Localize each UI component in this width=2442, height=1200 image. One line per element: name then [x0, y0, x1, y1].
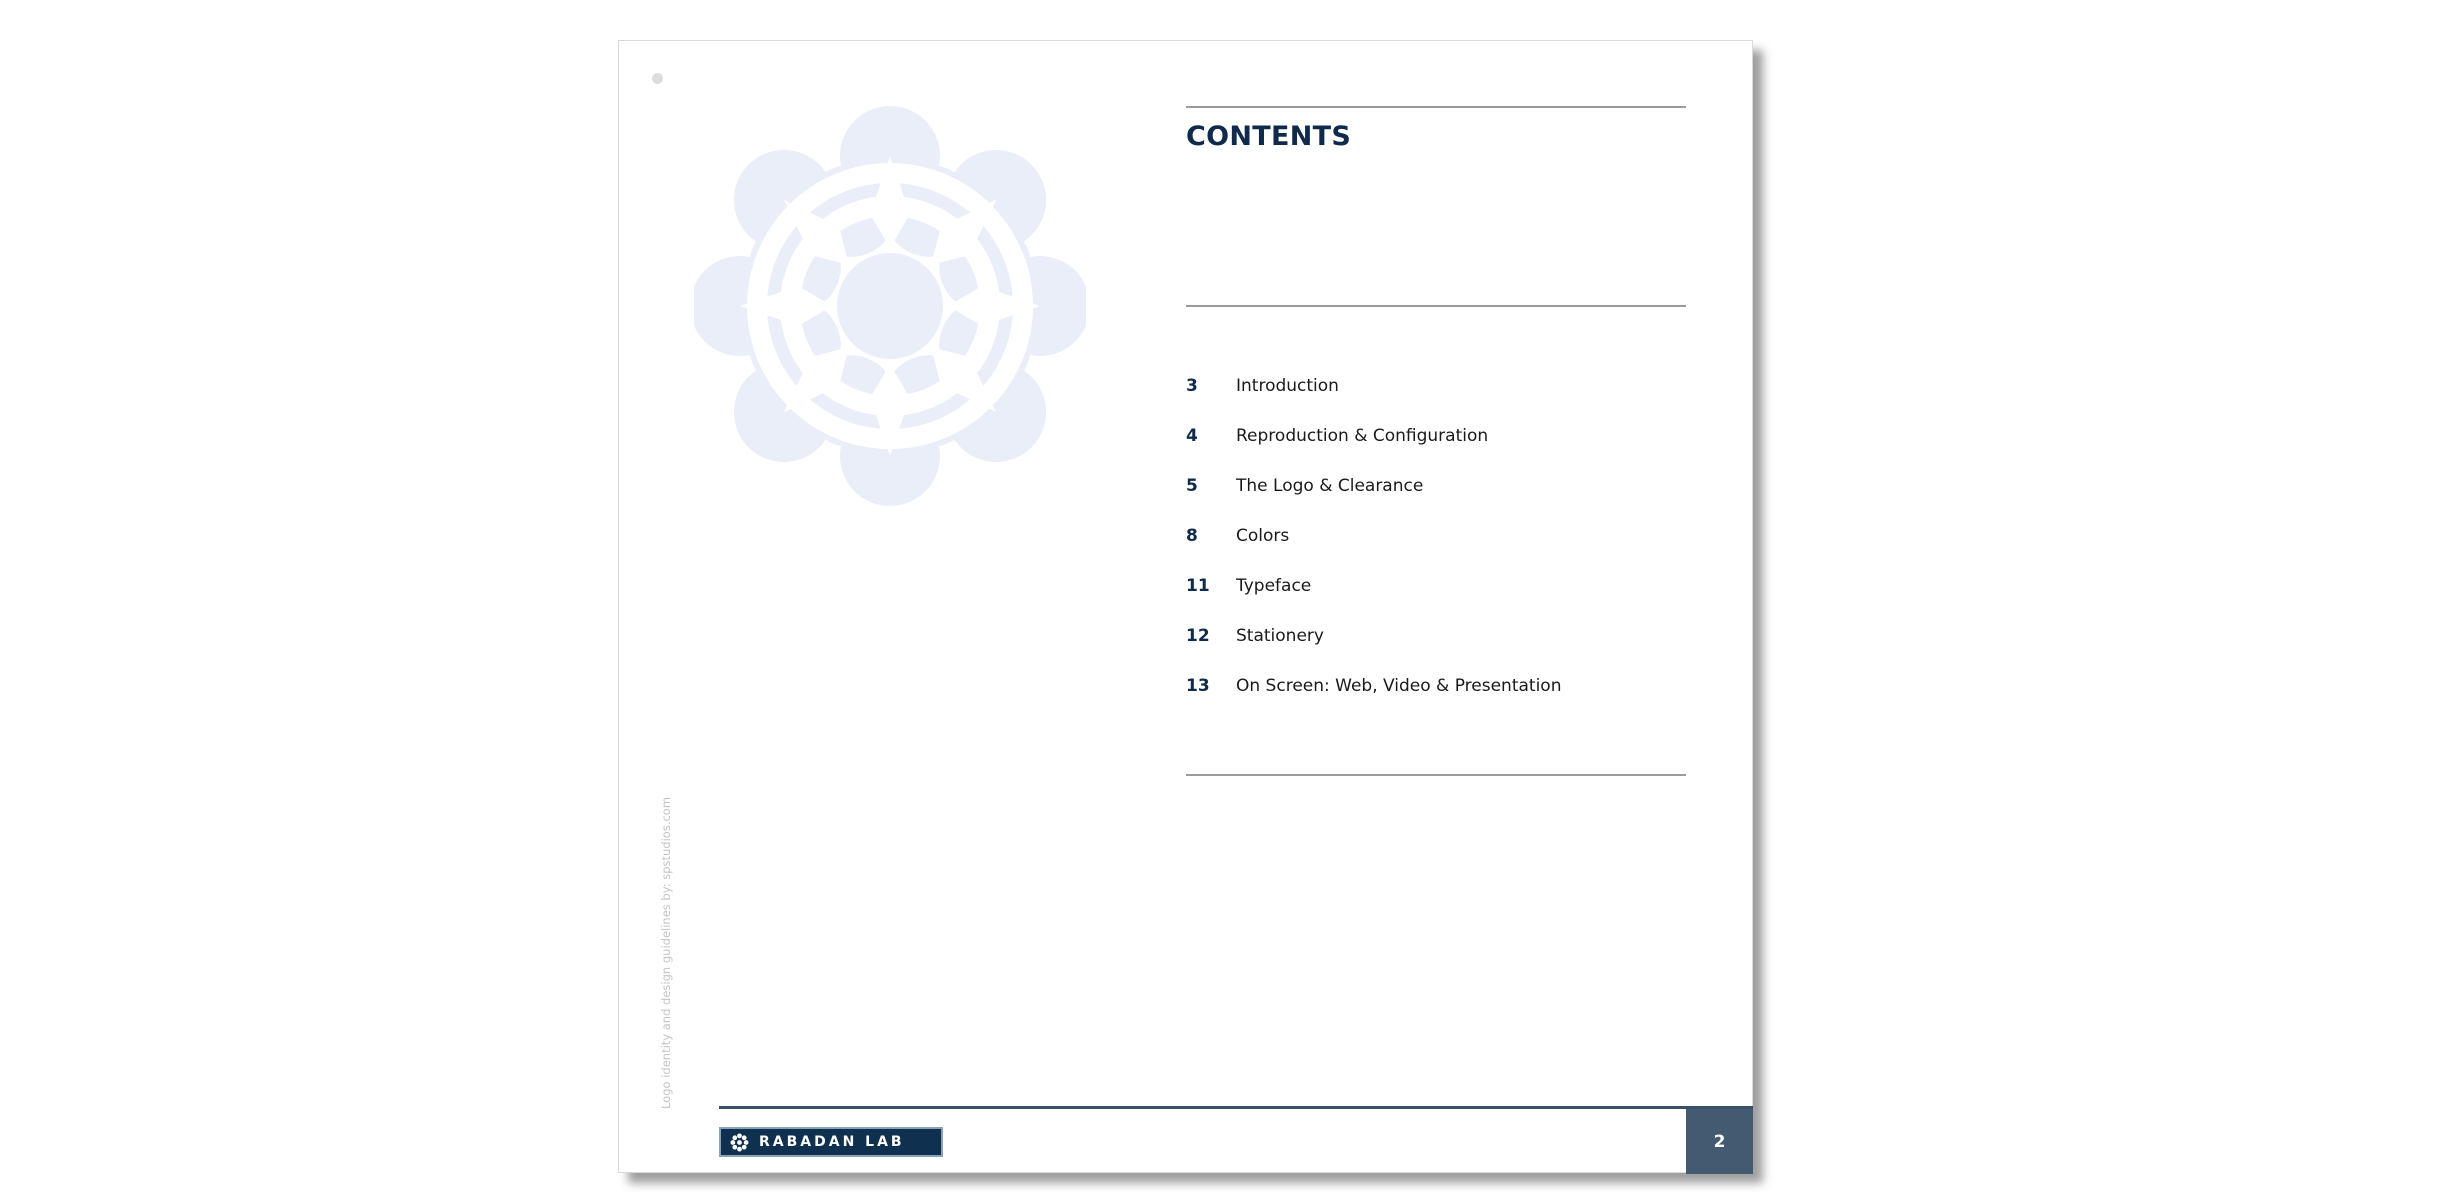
rosette-emblem-icon: [694, 104, 1086, 508]
document-page: [618, 40, 1753, 1173]
toc-label: Stationery: [1236, 626, 1324, 646]
brand-logo: [719, 1127, 943, 1157]
toc-label: Reproduction & Configuration: [1236, 426, 1489, 446]
toc-page-number: 12: [1186, 626, 1210, 646]
toc-page-number: 13: [1186, 676, 1210, 696]
corner-dot: [652, 73, 663, 84]
page-number-text: 2: [1713, 1131, 1726, 1152]
toc-label: Colors: [1236, 526, 1290, 546]
toc-page-number: 3: [1186, 376, 1198, 396]
page-title: CONTENTS: [1186, 121, 1352, 152]
rosette-logo-icon: [730, 1133, 749, 1152]
toc-page-number: 4: [1186, 426, 1198, 446]
page-number: [1686, 1109, 1753, 1174]
toc-page-number: 8: [1186, 526, 1198, 546]
toc-page-number: 11: [1186, 576, 1210, 596]
toc-label: On Screen: Web, Video & Presentation: [1236, 676, 1562, 696]
toc-page-number: 5: [1186, 476, 1198, 496]
title-divider: [1186, 305, 1686, 307]
toc-label: The Logo & Clearance: [1236, 476, 1424, 496]
toc-label: Introduction: [1236, 376, 1339, 396]
top-divider: [1186, 106, 1686, 108]
credit-note: Logo identity and design guidelines by: spstudios.com: [659, 796, 673, 1109]
footer-rule: [719, 1106, 1753, 1109]
brand-name: RABADAN LAB: [759, 1134, 905, 1150]
toc-label: Typeface: [1236, 576, 1312, 596]
bottom-divider: [1186, 774, 1686, 776]
